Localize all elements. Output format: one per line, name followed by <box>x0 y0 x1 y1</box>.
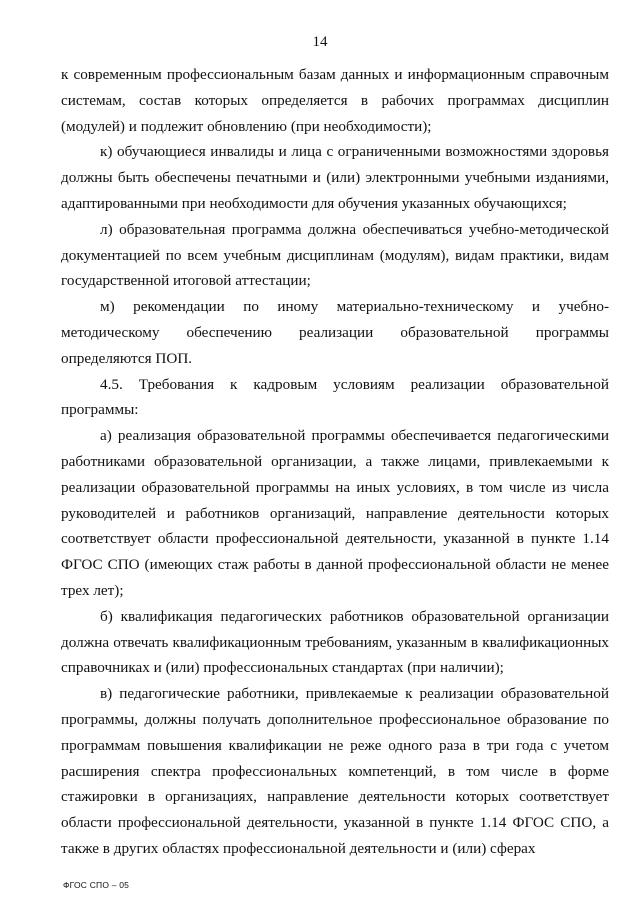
paragraph-a: а) реализация образовательной программы обеспечивается педагогическими работниками образовательной организации, а также лицами, привлекаемыми к реализации образовательной программы на иных условиях, в том числе из числа руководителей и работников организаций, направление деятельности которых соответствует области профессиональной деятельности, указанной в пункте 1.14 ФГОС СПО (имеющих стаж работы в данной профессиональной области не менее трех лет); <box>61 427 609 599</box>
paragraph-k: к) обучающиеся инвалиды и лица с ограниченными возможностями здоровья должны быть обеспечены печатными и (или) электронными учебными изданиями, адаптированными при необходимости для обучения указанных обучающихся; <box>61 143 609 212</box>
paragraph-m: м) рекомендации по иному материально-техническому и учебно-методическому обеспечению реализации образовательной программы определяются ПОП. <box>61 298 609 367</box>
paragraph-v: в) педагогические работники, привлекаемые к реализации образовательной программы, должны получать дополнительное профессиональное образование по программам повышения квалификации не реже одного раза в три года с учетом расширения спектра профессиональных компетенций, в том числе в форме стажировки в организациях, направление деятельности которых соответствует области профессиональной деятельности, указанной в пункте 1.14 ФГОС СПО, а также в других областях профессиональной деятельности и (или) сферах <box>61 685 609 857</box>
paragraph-continuation: к современным профессиональным базам данных и информационным справочным системам, состав которых определяется в рабочих программах дисциплин (модулей) и подлежит обновлению (при необходимости); <box>61 66 609 135</box>
document-body <box>61 62 609 862</box>
page-number: 14 <box>312 34 328 50</box>
paragraph-l: л) образовательная программа должна обеспечиваться учебно-методической документацией по всем учебным дисциплинам (модулям), видам практики, видам государственной итоговой аттестации; <box>61 220 609 290</box>
footer-label: ФГОС СПО – 05 <box>63 880 130 890</box>
section-heading-4-5: 4.5. Требования к кадровым условиям реализации образовательной программы: <box>61 375 609 419</box>
paragraph-b: б) квалификация педагогических работников образовательной организации должна отвечать квалификационным требованиям, указанным в квалификационных справочниках и (или) профессиональных стандартах (при наличии); <box>61 607 609 677</box>
